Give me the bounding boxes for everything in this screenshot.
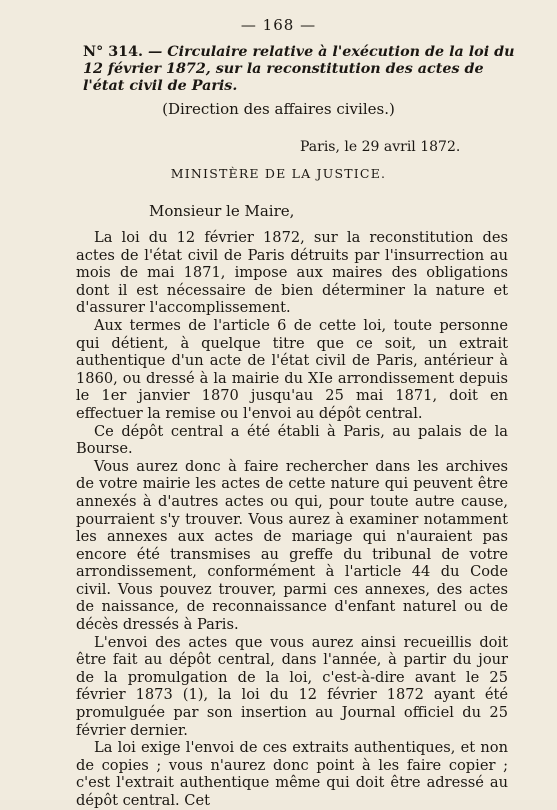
salutation: Monsieur le Maire, <box>149 202 295 220</box>
paragraph: La loi exige l'envoi de ces extraits authentiques, et non de copies ; vous n'aurez donc point à les faire copier ; c'est l'extrait authentique même qui doit être adressé au dépôt central. Cet <box>76 739 508 809</box>
paragraph: Ce dépôt central a été établi à Paris, au palais de la Bourse. <box>76 422 508 458</box>
circular-title: — Circulaire relative à l'exécution de la loi du 12 février 1872, sur la reconstitution des actes de l'état civil de Paris. <box>83 44 515 94</box>
paragraph: Aux termes de l'article 6 de cette loi, toute personne qui détient, à quelque titre que ce soit, un extrait authentique d'un acte de l'état civil de Paris, antérieur à 1860, ou dressé à la mairie du XIe arrondissement depuis le 1er janvier 1870 jusqu'au 25 mai 1871, doit en effectuer la remise ou l'envoi au dépôt central. <box>76 316 508 422</box>
paragraph: L'envoi des actes que vous aurez ainsi recueillis doit être fait au dépôt central, dans l'année, à partir du jour de la promulgation de la loi, c'est-à-dire avant le 25 février 1873 (1), la loi du 12 février 1872 ayant été promulguée par son insertion au Journal officiel du 25 février dernier. <box>76 633 508 739</box>
paragraph: Vous aurez donc à faire rechercher dans les archives de votre mairie les actes de cette nature qui peuvent être annexés à d'autres actes ou qui, pour toute autre cause, pourraient s'y trouver. Vous aurez à examiner notamment les annexes aux actes de mariage qui n'auraient pas encore été transmises au greffe du tribunal de votre arrondissement, conformément à l'article 44 du Code civil. Vous pouvez trouver, parmi ces annexes, des actes de naissance, de reconnaissance d'enfant naturel ou de décès dressés à Paris. <box>76 457 508 634</box>
ministry-heading: MINISTÈRE DE LA JUSTICE. <box>170 166 387 181</box>
direction-line: (Direction des affaires civiles.) <box>162 100 395 118</box>
place-date: Paris, le 29 avril 1872. <box>300 139 461 155</box>
page-number: — 168 — <box>240 16 317 34</box>
paragraph: La loi du 12 février 1872, sur la reconstitution des actes de l'état civil de Paris détruits par l'insurrection au mois de mai 1871, impose aux maires des obligations dont il est nécessaire de bien déterminer la nature et d'assurer l'accomplissement. <box>76 229 508 317</box>
circular-heading <box>83 44 517 95</box>
letter-body <box>76 229 508 810</box>
circular-number: N° 314. <box>83 44 144 60</box>
